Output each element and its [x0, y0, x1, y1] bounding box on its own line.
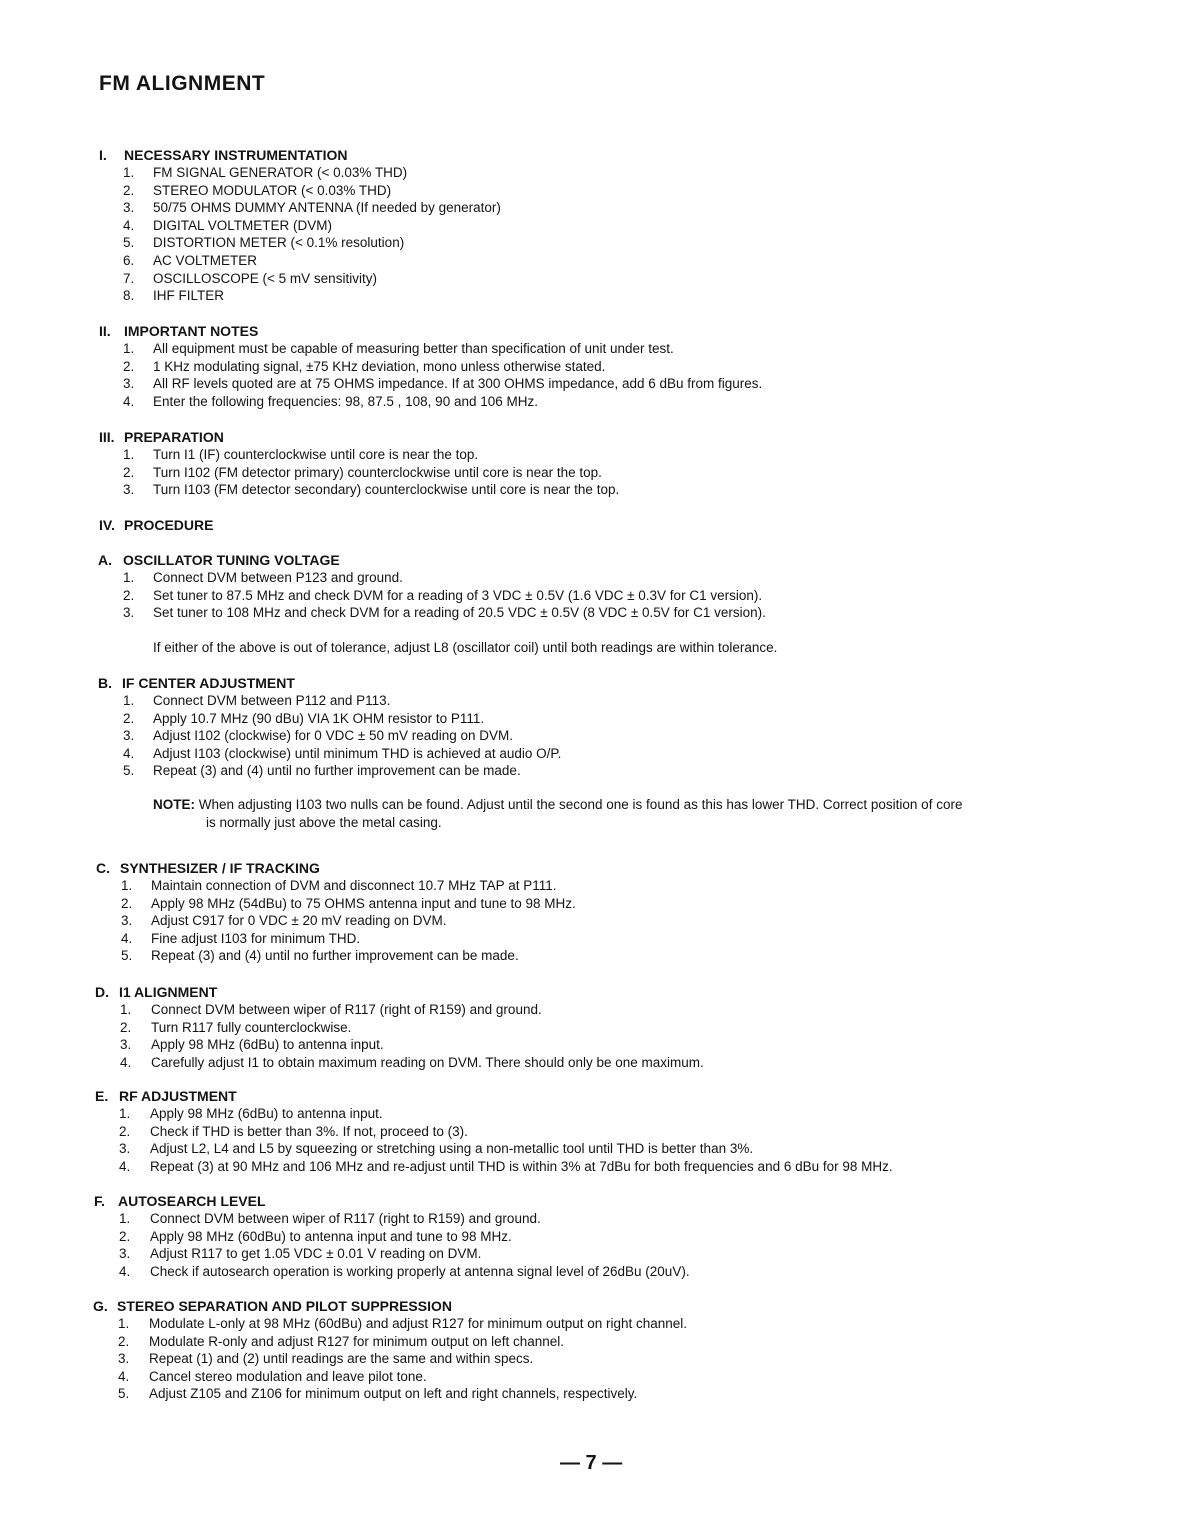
list-item: 5. Repeat (3) and (4) until no further improvement can be made. [123, 763, 521, 779]
list-item: 5. Repeat (3) and (4) until no further improvement can be made. [121, 948, 519, 964]
section-number: III. [99, 429, 115, 445]
section-number: A. [98, 552, 112, 568]
note-label: NOTE: [153, 797, 195, 812]
list-item: 3. Adjust C917 for 0 VDC ± 20 mV reading on DVM. [121, 913, 447, 929]
list-item: 2. Apply 98 MHz (60dBu) to antenna input and tune to 98 MHz. [119, 1228, 512, 1244]
list-item: 3. Set tuner to 108 MHz and check DVM for a reading of 20.5 VDC ± 0.5V (8 VDC ± 0.5V for C1 version). [123, 605, 766, 621]
steps-list [0, 692, 1191, 780]
section-number: G. [93, 1298, 108, 1314]
section-heading: STEREO SEPARATION AND PILOT SUPPRESSION [117, 1298, 453, 1314]
list-item: 1. Maintain connection of DVM and disconnect 10.7 MHz TAP at P111. [121, 878, 557, 893]
section-number: D. [95, 984, 109, 1000]
section-number: B. [98, 675, 112, 691]
list-item: 3. 50/75 OHMS DUMMY ANTENNA (If needed by generator) [123, 200, 501, 216]
section-heading: SYNTHESIZER / IF TRACKING [120, 860, 320, 876]
list-item: 2. Turn I102 (FM detector primary) counterclockwise until core is near the top. [123, 464, 602, 480]
note-text-continued: is normally just above the metal casing. [206, 815, 442, 830]
list-item: 3. Adjust I102 (clockwise) for 0 VDC ± 50 mV reading on DVM. [123, 728, 514, 744]
list-item: 3. Adjust R117 to get 1.05 VDC ± 0.01 V reading on DVM. [119, 1246, 482, 1262]
list-item: 6. AC VOLTMETER [123, 252, 258, 268]
section-number: E. [95, 1088, 109, 1104]
note-block [153, 796, 962, 814]
section-heading: RF ADJUSTMENT [119, 1088, 237, 1104]
steps-list [0, 1210, 1191, 1280]
list-item: 5. DISTORTION METER (< 0.1% resolution) [123, 235, 405, 251]
section-heading: PREPARATION [124, 429, 224, 445]
page-title: FM ALIGNMENT [99, 72, 266, 95]
tolerance-note: If either of the above is out of tolerance, adjust L8 (oscillator coil) until both readings are within tolerance. [153, 640, 778, 655]
list-item: 4. Check if autosearch operation is working properly at antenna signal level of 26dBu (20uV). [119, 1263, 690, 1279]
list-item: 1. Turn I1 (IF) counterclockwise until core is near the top. [123, 447, 479, 462]
section-heading: IMPORTANT NOTES [124, 323, 259, 339]
section-number: II. [99, 323, 111, 339]
list-item: 1. Apply 98 MHz (6dBu) to antenna input. [119, 1106, 383, 1121]
list-item: 3. Adjust L2, L4 and L5 by squeezing or stretching using a non-metallic tool until THD is better than 3%. [119, 1141, 754, 1157]
list-item: 4. Carefully adjust I1 to obtain maximum reading on DVM. There should only be one maximum. [120, 1054, 704, 1070]
list-item: 3. Repeat (1) and (2) until readings are the same and within specs. [118, 1351, 534, 1367]
list-item: 3. All RF levels quoted are at 75 OHMS impedance. If at 300 OHMS impedance, add 6 dBu from figures. [123, 376, 763, 392]
steps-list [0, 1315, 1191, 1403]
list-item: 2. Check if THD is better than 3%. If not, proceed to (3). [119, 1123, 468, 1139]
list-item: 8. IHF FILTER [123, 288, 225, 304]
note-text: When adjusting I103 two nulls can be found. Adjust until the second one is found as this has lower THD. Correct position of core [198, 797, 963, 812]
section-heading: AUTOSEARCH LEVEL [118, 1193, 266, 1209]
section-number: IV. [99, 517, 115, 533]
preparation-list [0, 446, 1191, 499]
list-item: 4. Repeat (3) at 90 MHz and 106 MHz and re-adjust until THD is within 3% at 7dBu for both frequencies and 6 dBu for 98 MHz. [119, 1158, 893, 1174]
list-item: 4. Fine adjust I103 for minimum THD. [121, 930, 361, 946]
list-item: 1. Connect DVM between P123 and ground. [123, 570, 403, 585]
section-number: F. [94, 1193, 105, 1209]
section-heading: I1 ALIGNMENT [119, 984, 218, 1000]
steps-list [0, 569, 1191, 622]
list-item: 1. All equipment must be capable of measuring better than specification of unit under test. [123, 341, 674, 356]
list-item: 4. Cancel stereo modulation and leave pilot tone. [118, 1368, 427, 1384]
list-item: 2. 1 KHz modulating signal, ±75 KHz deviation, mono unless otherwise stated. [123, 358, 606, 374]
list-item: 2. Set tuner to 87.5 MHz and check DVM for a reading of 3 VDC ± 0.5V (1.6 VDC ± 0.3V for C1 version). [123, 587, 763, 603]
list-item: 5. Adjust Z105 and Z106 for minimum output on left and right channels, respectively. [118, 1386, 638, 1402]
list-item: 2. Modulate R-only and adjust R127 for minimum output on left channel. [118, 1333, 564, 1349]
page-number: — 7 — [560, 1452, 623, 1474]
list-item: 4. Enter the following frequencies: 98, 87.5 , 108, 90 and 106 MHz. [123, 393, 538, 409]
section-number: I. [99, 147, 107, 163]
list-item: 3. Apply 98 MHz (6dBu) to antenna input. [120, 1037, 384, 1053]
list-item: 2. Turn R117 fully counterclockwise. [120, 1019, 352, 1035]
list-item: 2. Apply 98 MHz (54dBu) to 75 OHMS antenna input and tune to 98 MHz. [121, 895, 576, 911]
list-item: 7. OSCILLOSCOPE (< 5 mV sensitivity) [123, 270, 377, 286]
section-heading: OSCILLATOR TUNING VOLTAGE [123, 552, 340, 568]
steps-list [0, 877, 1191, 965]
list-item: 1. Connect DVM between P112 and P113. [123, 693, 391, 708]
list-item: 3. Turn I103 (FM detector secondary) counterclockwise until core is near the top. [123, 482, 620, 498]
list-item: 2. STEREO MODULATOR (< 0.03% THD) [123, 182, 392, 198]
notes-list [0, 340, 1191, 410]
list-item: 4. DIGITAL VOLTMETER (DVM) [123, 217, 333, 233]
list-item: 4. Adjust I103 (clockwise) until minimum THD is achieved at audio O/P. [123, 745, 562, 761]
list-item: 1. Connect DVM between wiper of R117 (right of R159) and ground. [120, 1002, 542, 1017]
steps-list [0, 1105, 1191, 1175]
section-number: C. [96, 860, 110, 876]
section-heading: IF CENTER ADJUSTMENT [122, 675, 295, 691]
list-item: 1. Modulate L-only at 98 MHz (60dBu) and adjust R127 for minimum output on right channel. [118, 1316, 688, 1331]
list-item: 1. FM SIGNAL GENERATOR (< 0.03% THD) [123, 165, 408, 180]
list-item: 1. Connect DVM between wiper of R117 (right to R159) and ground. [119, 1211, 541, 1226]
section-heading: NECESSARY INSTRUMENTATION [124, 147, 348, 163]
section-heading: PROCEDURE [124, 517, 214, 533]
list-item: 2. Apply 10.7 MHz (90 dBu) VIA 1K OHM resistor to P111. [123, 710, 485, 726]
steps-list [0, 1001, 1191, 1071]
instrument-list [0, 164, 1191, 305]
